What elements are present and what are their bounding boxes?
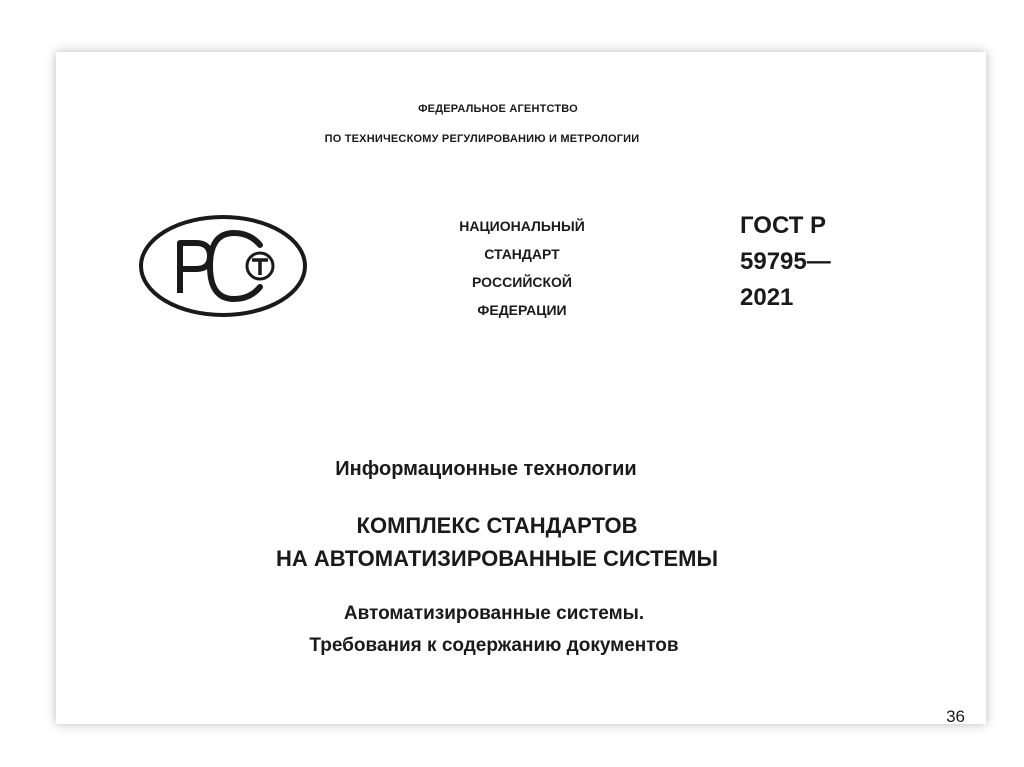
- gost-designation: [740, 208, 831, 316]
- page-number: 36: [946, 707, 965, 726]
- document-subtitle: [0, 598, 1006, 662]
- complex-line-2: НА АВТОМАТИЗИРОВАННЫЕ СИСТЕМЫ: [275, 546, 719, 571]
- national-line-2: СТАНДАРТ: [484, 246, 560, 262]
- national-standard-label: [440, 212, 604, 324]
- agency-line-1: ФЕДЕРАЛЬНОЕ АГЕНТСТВО: [418, 103, 578, 115]
- gost-line-1: ГОСТ Р: [740, 212, 827, 239]
- category-title: Информационные технологии: [335, 458, 637, 480]
- complex-title: [0, 509, 1009, 575]
- national-line-1: НАЦИОНАЛЬНЫЙ: [459, 218, 585, 234]
- rst-certification-mark-icon: [138, 213, 308, 319]
- subtitle-line-2: Требования к содержанию документов: [309, 635, 679, 656]
- gost-line-3: 2021: [740, 284, 794, 311]
- agency-line-2: ПО ТЕХНИЧЕСКОМУ РЕГУЛИРОВАНИЮ И МЕТРОЛОГИИ: [324, 133, 640, 145]
- national-line-3: РОССИЙСКОЙ: [472, 274, 572, 290]
- gost-line-2: 59795—: [740, 248, 831, 275]
- national-line-4: ФЕДЕРАЦИИ: [477, 302, 567, 318]
- complex-line-1: КОМПЛЕКС СТАНДАРТОВ: [356, 513, 638, 538]
- subtitle-line-1: Автоматизированные системы.: [343, 603, 645, 624]
